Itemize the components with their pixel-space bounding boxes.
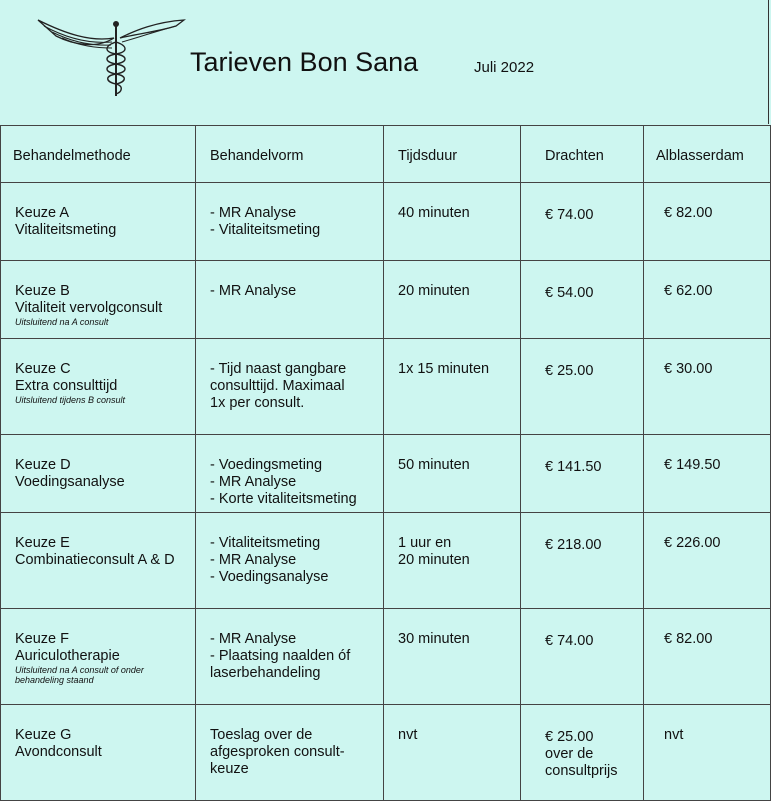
cell-duration xyxy=(384,183,521,261)
cell-form xyxy=(196,513,384,609)
form-line: - Voedingsmeting xyxy=(210,457,323,473)
duration-line: 20 minuten xyxy=(398,552,470,568)
form-line: consulttijd. Maximaal xyxy=(210,378,345,394)
column-header-duration: Tijdsduur xyxy=(384,126,521,183)
table-row xyxy=(1,513,771,609)
page-title: Tarieven Bon Sana xyxy=(190,47,419,77)
price-alblasserdam: nvt xyxy=(664,727,684,743)
price-drachten: consultprijs xyxy=(545,763,618,779)
cell-price-alblasserdam xyxy=(644,261,771,339)
cell-duration xyxy=(384,435,521,513)
page-header xyxy=(0,0,769,124)
form-line: - MR Analyse xyxy=(210,205,297,221)
form-line: - MR Analyse xyxy=(210,552,297,568)
cell-price-alblasserdam xyxy=(644,339,771,435)
price-drachten: € 54.00 xyxy=(545,285,594,301)
form-line: Toeslag over de xyxy=(210,727,313,743)
table-row xyxy=(1,339,771,435)
duration-line: 20 minuten xyxy=(398,283,470,299)
cell-price-drachten xyxy=(521,609,644,705)
cell-price-alblasserdam xyxy=(644,183,771,261)
treatment-name: Auriculotherapie xyxy=(15,648,120,664)
cell-form xyxy=(196,261,384,339)
choice-label: Keuze G xyxy=(15,727,72,743)
choice-label: Keuze A xyxy=(15,205,70,221)
cell-method xyxy=(1,339,196,435)
choice-label: Keuze E xyxy=(15,535,70,551)
cell-duration xyxy=(384,609,521,705)
treatment-name: Vitaliteit vervolgconsult xyxy=(15,300,163,316)
choice-label: Keuze F xyxy=(15,631,69,647)
choice-label: Keuze C xyxy=(15,361,71,377)
choice-label: Keuze B xyxy=(15,283,70,299)
duration-line: 30 minuten xyxy=(398,631,470,647)
treatment-note: Uitsluitend tijdens B consult xyxy=(15,395,126,405)
cell-method xyxy=(1,609,196,705)
cell-price-drachten xyxy=(521,705,644,801)
form-line: - Korte vitaliteitsmeting xyxy=(210,491,357,507)
cell-duration xyxy=(384,705,521,801)
form-line: - Vitaliteitsmeting xyxy=(210,535,321,551)
table-header-row xyxy=(1,126,771,183)
duration-line: 1x 15 minuten xyxy=(398,361,490,377)
cell-form xyxy=(196,183,384,261)
cell-method xyxy=(1,261,196,339)
column-header-form: Behandelvorm xyxy=(196,126,384,183)
choice-label: Keuze D xyxy=(15,457,71,473)
cell-price-drachten xyxy=(521,339,644,435)
cell-form xyxy=(196,435,384,513)
price-alblasserdam: € 226.00 xyxy=(664,535,721,551)
treatment-name: Voedingsanalyse xyxy=(15,474,125,490)
form-line: keuze xyxy=(210,761,249,777)
price-drachten: € 218.00 xyxy=(545,537,602,553)
form-line: laserbehandeling xyxy=(210,665,321,681)
cell-price-drachten xyxy=(521,435,644,513)
treatment-name: Combinatieconsult A & D xyxy=(15,552,175,568)
duration-line: 1 uur en xyxy=(398,535,452,551)
cell-price-drachten xyxy=(521,513,644,609)
cell-duration xyxy=(384,339,521,435)
cell-form xyxy=(196,339,384,435)
cell-price-alblasserdam xyxy=(644,435,771,513)
cell-price-alblasserdam xyxy=(644,609,771,705)
cell-price-drachten xyxy=(521,261,644,339)
cell-method xyxy=(1,513,196,609)
cell-price-alblasserdam xyxy=(644,705,771,801)
price-drachten: € 74.00 xyxy=(545,207,594,223)
price-alblasserdam: € 30.00 xyxy=(664,361,713,377)
price-drachten: € 74.00 xyxy=(545,633,594,649)
form-line: - MR Analyse xyxy=(210,283,297,299)
cell-method xyxy=(1,183,196,261)
cell-price-alblasserdam xyxy=(644,513,771,609)
caduceus-icon xyxy=(36,12,186,98)
price-alblasserdam: € 82.00 xyxy=(664,631,713,647)
form-line: - MR Analyse xyxy=(210,631,297,647)
price-alblasserdam: € 149.50 xyxy=(664,457,721,473)
treatment-name: Extra consulttijd xyxy=(15,378,118,394)
table-row xyxy=(1,261,771,339)
cell-method xyxy=(1,705,196,801)
treatment-name: Vitaliteitsmeting xyxy=(15,222,117,238)
form-line: - Tijd naast gangbare xyxy=(210,361,347,377)
form-line: 1x per consult. xyxy=(210,395,305,411)
page-date: Juli 2022 xyxy=(474,59,535,76)
cell-method xyxy=(1,435,196,513)
cell-duration xyxy=(384,513,521,609)
column-header-alblasserdam: Alblasserdam xyxy=(644,126,771,183)
treatment-name: Avondconsult xyxy=(15,744,102,760)
form-line: afgesproken consult- xyxy=(210,744,345,760)
price-drachten: € 25.00 xyxy=(545,729,594,745)
form-line: - Vitaliteitsmeting xyxy=(210,222,321,238)
treatment-note: Uitsluitend na A consult xyxy=(15,317,109,327)
column-header-method: Behandelmethode xyxy=(1,126,196,183)
cell-form xyxy=(196,609,384,705)
price-drachten: € 141.50 xyxy=(545,459,602,475)
price-drachten: € 25.00 xyxy=(545,363,594,379)
cell-duration xyxy=(384,261,521,339)
duration-line: 50 minuten xyxy=(398,457,470,473)
cell-form xyxy=(196,705,384,801)
form-line: - Plaatsing naalden óf xyxy=(210,648,351,664)
table-row xyxy=(1,183,771,261)
table-row xyxy=(1,705,771,801)
table-row xyxy=(1,609,771,705)
tariff-table xyxy=(0,125,771,801)
form-line: - MR Analyse xyxy=(210,474,297,490)
price-alblasserdam: € 62.00 xyxy=(664,283,713,299)
price-drachten: over de xyxy=(545,746,594,762)
duration-line: 40 minuten xyxy=(398,205,470,221)
price-alblasserdam: € 82.00 xyxy=(664,205,713,221)
table-row xyxy=(1,435,771,513)
form-line: - Voedingsanalyse xyxy=(210,569,329,585)
cell-price-drachten xyxy=(521,183,644,261)
treatment-note: Uitsluitend na A consult of onder behandeling staand xyxy=(15,665,144,685)
duration-line: nvt xyxy=(398,727,418,743)
column-header-drachten: Drachten xyxy=(521,126,644,183)
